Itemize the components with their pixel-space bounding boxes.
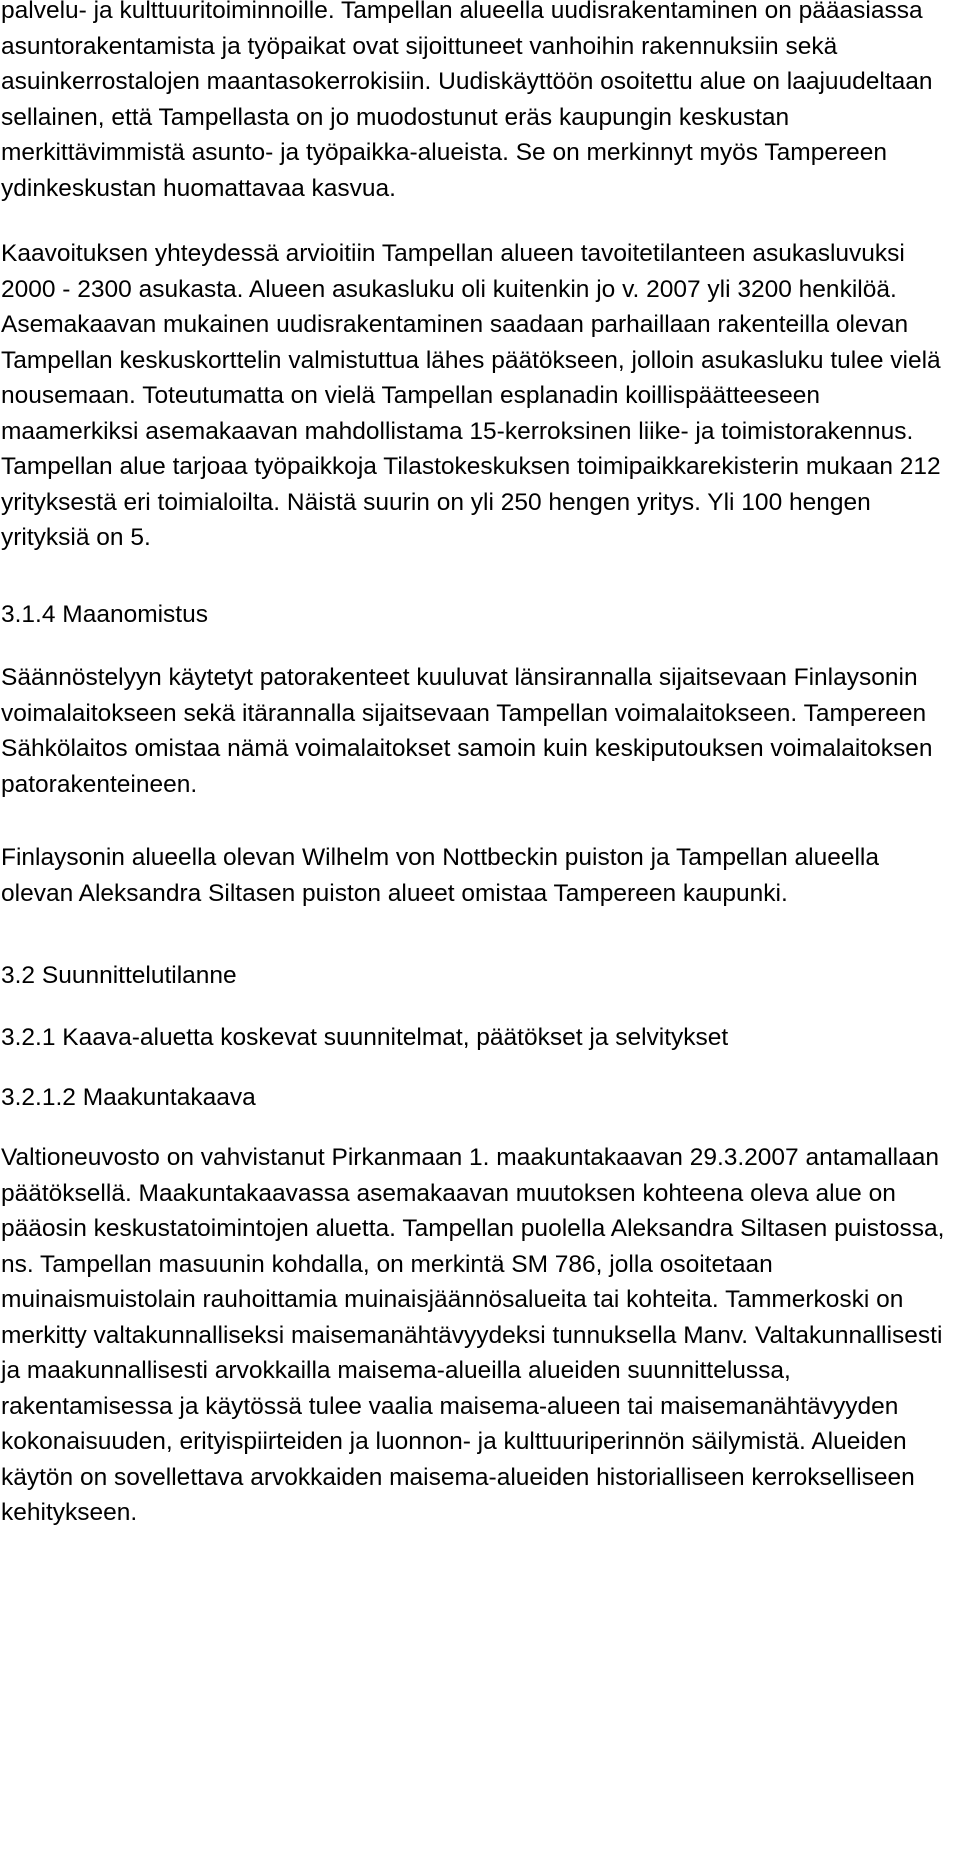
heading-suunnittelutilanne: 3.2 Suunnittelutilanne (1, 962, 237, 989)
paragraph-regional-plan: Valtioneuvosto on vahvistanut Pirkanmaan 1. maakuntakaavan 29.3.2007 antamallaan päätöksellä. Maakuntakaavassa asemakaavan muutoksen kohteena oleva alue on pääosin keskustatoimintojen aluetta. Tampellan puolella Aleksandra Siltasen puistossa, ns. Tampellan masuunin kohdalla, on merkintä SM 786, jolla osoitetaan muinaismuistolain rauhoittamia muinaisjäännösalueita tai kohteita. Tammerkoski on merkitty valtakunnalliseksi maisemanähtävyydeksi tunnuksella Manv. Valtakunnallisesti ja maakunnallisesti arvokkailla maisema-alueilla alueiden suunnittelussa, rakentamisessa ja käytössä tulee vaalia maisema-alueen tai maisemanähtävyyden kokonaisuuden, erityispiirteiden ja luonnon- ja kulttuuriperinnön säilymistä. Alueiden käytön on sovellettava arvokkaiden maisema-alueiden historialliseen kerrokselliseen kehitykseen. (1, 1144, 945, 1526)
heading-maanomistus: 3.1.4 Maanomistus (1, 601, 208, 628)
heading-kaava-aluetta: 3.2.1 Kaava-aluetta koskevat suunnitelmat, päätökset ja selvitykset (1, 1024, 729, 1051)
paragraph-land-use: palvelu- ja kulttuuritoiminnoille. Tampellan alueella uudisrakentaminen on pääasiassa asuntorakentamista ja työpaikat ovat sijoittuneet vanhoihin rakennuksiin sekä asuinkerrostalojen maantasokerrokisiin. Uudiskäyttöön osoitettu alue on laajuudeltaan sellainen, että Tampellasta on jo muodostunut eräs kaupungin keskustan merkittävimmistä asunto- ja työpaikka-alueista. Se on merkinnyt myös Tampereen ydinkeskustan huomattavaa kasvua. (1, 0, 933, 202)
heading-maakuntakaava: 3.2.1.2 Maakuntakaava (1, 1084, 256, 1111)
paragraph-park-ownership: Finlaysonin alueella olevan Wilhelm von Nottbeckin puiston ja Tampellan alueella olevan Aleksandra Siltasen puiston alueet omistaa Tampereen kaupunki. (1, 844, 879, 907)
paragraph-population: Kaavoituksen yhteydessä arvioitiin Tampellan alueen tavoitetilanteen asukasluvuksi 2000 - 2300 asukasta. Alueen asukasluku oli kuitenkin jo v. 2007 yli 3200 henkilöä. Asemakaavan mukainen uudisrakentaminen saadaan parhaillaan rakenteilla olevan Tampellan keskuskorttelin valmistuttua lähes päätökseen, jolloin asukasluku tulee vielä nousemaan. Toteutumatta on vielä Tampellan esplanadin koillispäätteeseen maamerkiksi asemakaavan mahdollistama 15-kerroksinen liike- ja toimistorakennus. Tampellan alue tarjoaa työpaikkoja Tilastokeskuksen toimipaikkarekisterin mukaan 212 yrityksestä eri toimialoilta. Näistä suurin on yli 250 hengen yritys. Yli 100 hengen yrityksiä on 5. (1, 240, 941, 551)
paragraph-dam-structures: Säännöstelyyn käytetyt patorakenteet kuuluvat länsirannalla sijaitsevaan Finlaysonin voimalaitokseen sekä itärannalla sijaitsevaan Tampellan voimalaitokseen. Tampereen Sähkölaitos omistaa nämä voimalaitokset samoin kuin keskiputouksen voimalaitoksen patorakenteineen. (1, 664, 933, 798)
